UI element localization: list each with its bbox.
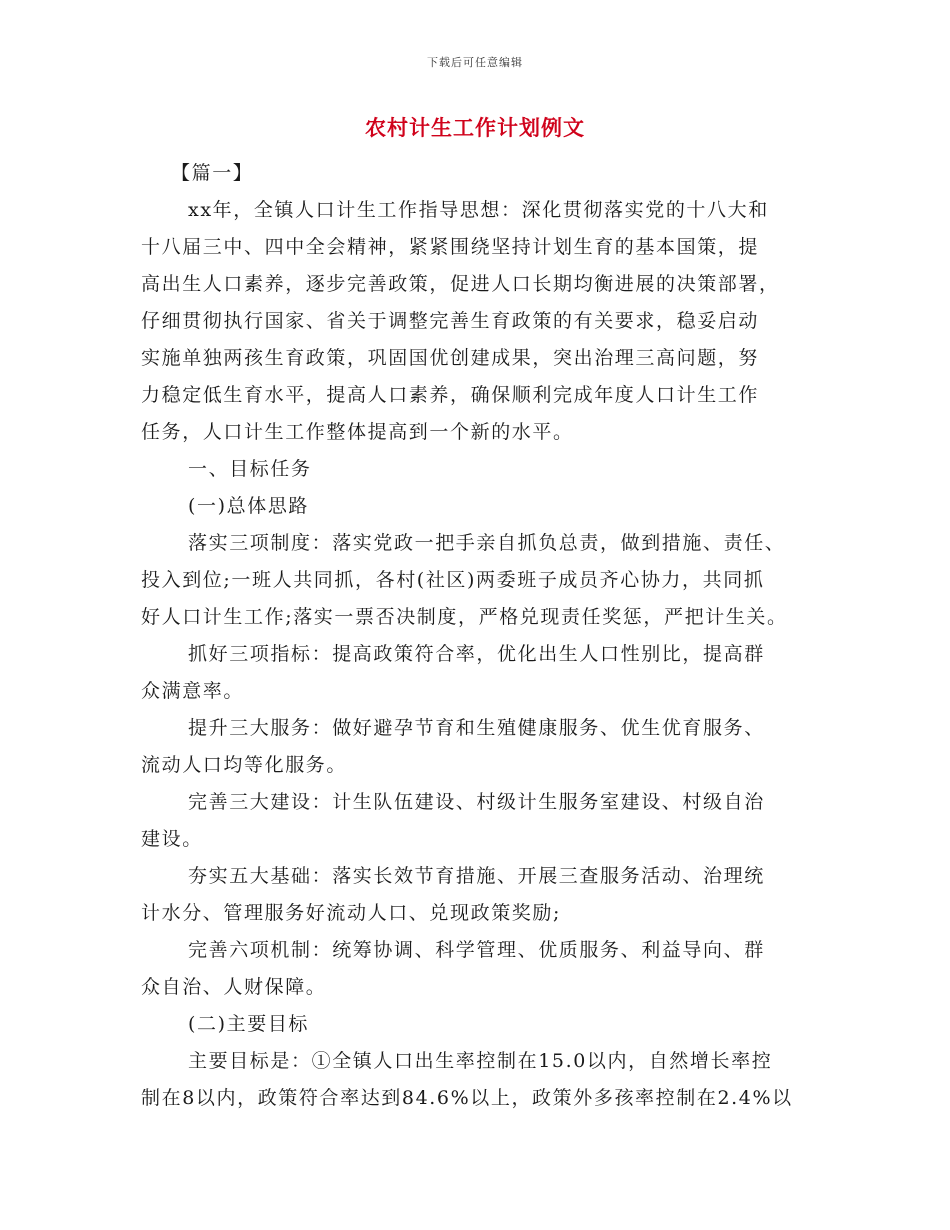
paragraph-line: 完善三大建设：计生队伍建设、村级计生服务室建设、村级自治 (188, 791, 765, 813)
paragraph-line: 众满意率。 (141, 680, 245, 702)
paragraph-line: 实施单独两孩生育政策，巩固国优创建成果，突出治理三高问题，努 (141, 347, 760, 369)
paragraph-line: 建设。 (141, 828, 203, 850)
paragraph-line: 投入到位;一班人共同抓，各村(社区)两委班子成员齐心协力，共同抓 (141, 569, 765, 591)
paragraph-line: 制在8以内，政策符合率达到84.6%以上，政策外多孩率控制在2.4%以 (141, 1087, 793, 1109)
paragraph-line: 提升三大服务：做好避孕节育和生殖健康服务、优生优育服务、 (188, 717, 765, 739)
heading-line: 一、目标任务 (188, 458, 312, 480)
subheading-line: (一)总体思路 (188, 495, 310, 517)
paragraph-line: 夯实五大基础：落实长效节育措施、开展三查服务活动、治理统 (188, 865, 765, 887)
paragraph-line: 流动人口均等化服务。 (141, 754, 348, 776)
document-body (141, 155, 813, 1117)
paragraph-line: 仔细贯彻执行国家、省关于调整完善生育政策的有关要求，稳妥启动 (141, 310, 760, 332)
section-label: 【篇一】 (171, 162, 254, 184)
paragraph-line: 十八届三中、四中全会精神，紧紧围绕坚持计划生育的基本国策，提 (141, 236, 760, 258)
paragraph-line: 好人口计生工作;落实一票否决制度，严格兑现责任奖惩，严把计生关。 (141, 606, 788, 628)
paragraph-line: 任务，人口计生工作整体提高到一个新的水平。 (141, 421, 574, 443)
paragraph-line: 抓好三项指标：提高政策符合率，优化出生人口性别比，提高群 (188, 643, 765, 665)
document-title: 农村计生工作计划例文 (365, 115, 585, 140)
header-note: 下载后可任意编辑 (427, 56, 523, 69)
paragraph-line: 主要目标是：①全镇人口出生率控制在15.0以内，自然增长率控 (188, 1050, 773, 1072)
paragraph-line: 众自治、人财保障。 (141, 976, 327, 998)
paragraph-line: 高出生人口素养，逐步完善政策，促进人口长期均衡进展的决策部署， (141, 273, 780, 295)
paragraph-line: 计水分、管理服务好流动人口、兑现政策奖励; (141, 902, 562, 924)
subheading-line: (二)主要目标 (188, 1013, 310, 1035)
paragraph-line: 落实三项制度：落实党政一把手亲自抓负总责，做到措施、责任、 (188, 532, 786, 554)
paragraph-line: 完善六项机制：统筹协调、科学管理、优质服务、利益导向、群 (188, 939, 765, 961)
paragraph-line: xx年，全镇人口计生工作指导思想：深化贯彻落实党的十八大和 (188, 199, 769, 221)
paragraph-line: 力稳定低生育水平，提高人口素养，确保顺利完成年度人口计生工作 (141, 384, 760, 406)
